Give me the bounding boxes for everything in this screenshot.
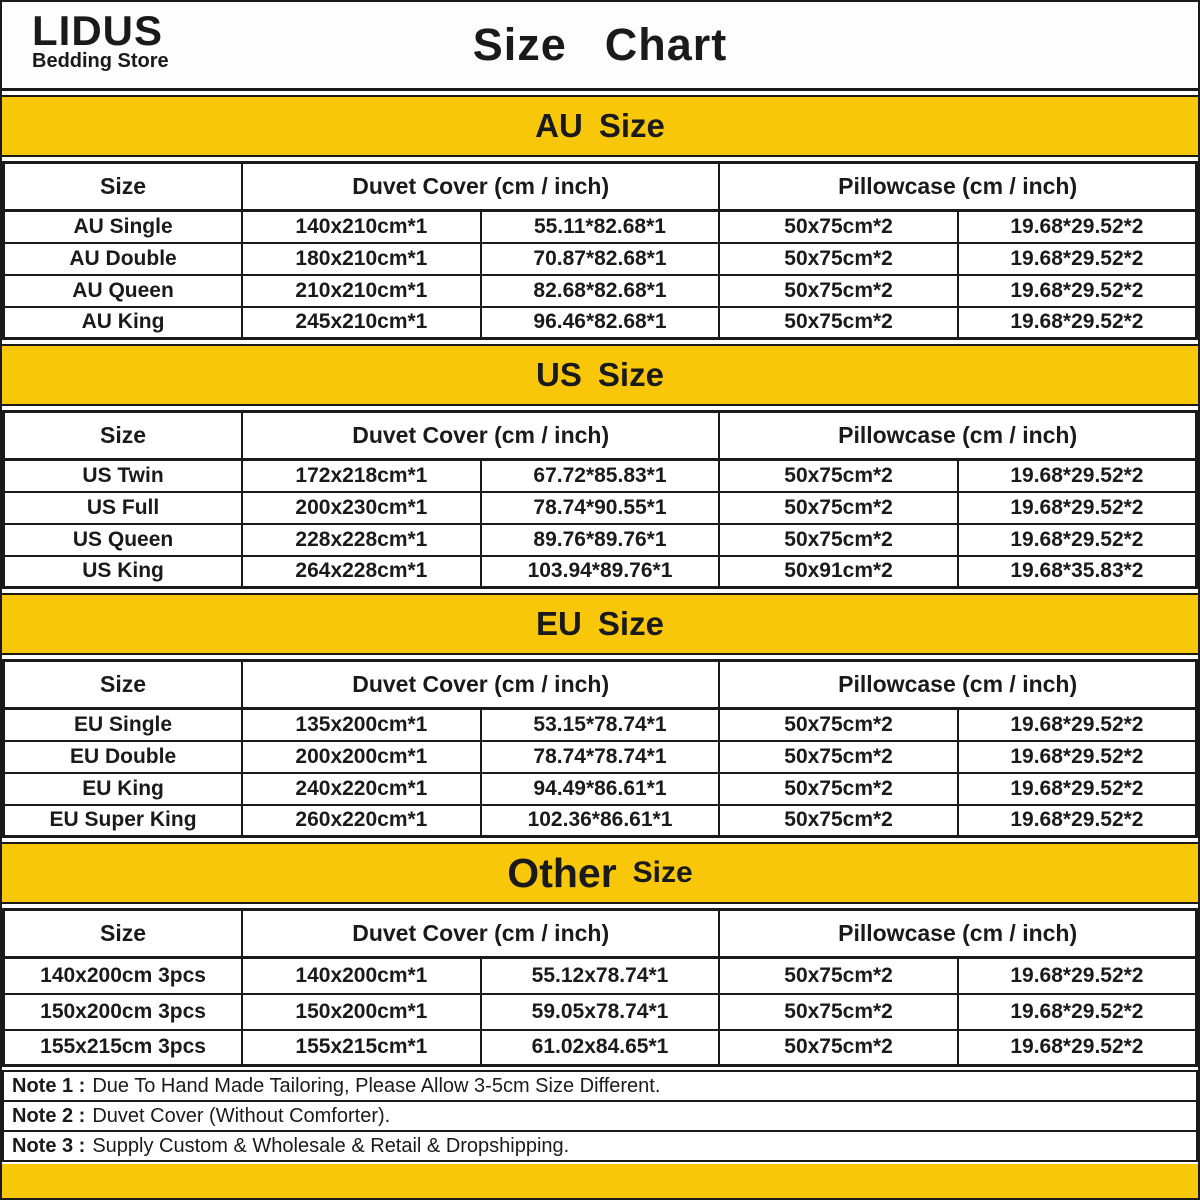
note-label: Note 1 :	[12, 1074, 86, 1097]
table-row	[4, 958, 1197, 994]
cell-pillow-inch: 19.68*29.52*2	[958, 524, 1197, 556]
section-us-table	[2, 410, 1198, 589]
cell-duvet-cm: 200x230cm*1	[242, 492, 481, 524]
section-eu-banner-region: EU	[536, 605, 582, 642]
cell-size: EU Double	[4, 741, 243, 773]
cell-pillow-cm: 50x91cm*2	[719, 556, 958, 588]
cell-pillow-cm: 50x75cm*2	[719, 492, 958, 524]
table-row	[4, 211, 1197, 243]
cell-pillow-cm: 50x75cm*2	[719, 741, 958, 773]
section-other-banner-word: Size	[632, 856, 693, 889]
cell-pillow-inch: 19.68*35.83*2	[958, 556, 1197, 588]
section-au-table	[2, 161, 1198, 340]
table-row	[4, 307, 1197, 339]
cell-pillow-cm: 50x75cm*2	[719, 275, 958, 307]
cell-pillow-inch: 19.68*29.52*2	[958, 741, 1197, 773]
cell-duvet-inch: 89.76*89.76*1	[481, 524, 720, 556]
store-logo-subtitle: Bedding Store	[32, 50, 169, 72]
col-header-duvet: Duvet Cover (cm / inch)	[242, 412, 719, 460]
cell-duvet-cm: 245x210cm*1	[242, 307, 481, 339]
cell-duvet-cm: 200x200cm*1	[242, 741, 481, 773]
col-header-duvet: Duvet Cover (cm / inch)	[242, 661, 719, 709]
cell-pillow-inch: 19.68*29.52*2	[958, 994, 1197, 1030]
cell-pillow-cm: 50x75cm*2	[719, 243, 958, 275]
table-header-row	[4, 910, 1197, 958]
cell-pillow-cm: 50x75cm*2	[719, 805, 958, 837]
col-header-size: Size	[4, 163, 243, 211]
cell-pillow-cm: 50x75cm*2	[719, 958, 958, 994]
cell-duvet-cm: 140x200cm*1	[242, 958, 481, 994]
cell-size: EU Super King	[4, 805, 243, 837]
table-row	[4, 556, 1197, 588]
cell-pillow-cm: 50x75cm*2	[719, 211, 958, 243]
cell-pillow-cm: 50x75cm*2	[719, 709, 958, 741]
cell-duvet-cm: 135x200cm*1	[242, 709, 481, 741]
section-us-banner	[2, 344, 1198, 406]
section-us-banner-region: US	[536, 356, 582, 393]
cell-duvet-inch: 70.87*82.68*1	[481, 243, 720, 275]
table-header-row	[4, 163, 1197, 211]
cell-pillow-inch: 19.68*29.52*2	[958, 773, 1197, 805]
cell-size: US King	[4, 556, 243, 588]
cell-duvet-inch: 61.02x84.65*1	[481, 1030, 720, 1066]
note-text: Due To Hand Made Tailoring, Please Allow 3-5cm Size Different.	[92, 1074, 661, 1097]
cell-size: AU Queen	[4, 275, 243, 307]
cell-size: AU Single	[4, 211, 243, 243]
cell-duvet-inch: 55.11*82.68*1	[481, 211, 720, 243]
cell-size: US Twin	[4, 460, 243, 492]
table-row	[4, 275, 1197, 307]
col-header-size: Size	[4, 661, 243, 709]
cell-size: 140x200cm 3pcs	[4, 958, 243, 994]
table-row	[4, 492, 1197, 524]
cell-pillow-inch: 19.68*29.52*2	[958, 211, 1197, 243]
note-text: Supply Custom & Wholesale & Retail & Dropshipping.	[92, 1134, 570, 1157]
table-row	[4, 741, 1197, 773]
cell-duvet-inch: 78.74*78.74*1	[481, 741, 720, 773]
cell-duvet-cm: 260x220cm*1	[242, 805, 481, 837]
table-row	[4, 805, 1197, 837]
section-au-banner-word: Size	[598, 107, 665, 144]
col-header-size: Size	[4, 910, 243, 958]
section-us-banner-word: Size	[597, 356, 664, 393]
section-other-table	[2, 908, 1198, 1067]
cell-duvet-cm: 140x210cm*1	[242, 211, 481, 243]
cell-duvet-inch: 94.49*86.61*1	[481, 773, 720, 805]
table-row	[4, 773, 1197, 805]
table-row	[4, 524, 1197, 556]
cell-duvet-inch: 96.46*82.68*1	[481, 307, 720, 339]
note-row	[2, 1100, 1198, 1132]
store-logo-name: LIDUS	[32, 7, 163, 54]
cell-pillow-cm: 50x75cm*2	[719, 994, 958, 1030]
page-title-word2: Chart	[604, 19, 728, 70]
col-header-pillowcase: Pillowcase (cm / inch)	[719, 910, 1196, 958]
cell-pillow-cm: 50x75cm*2	[719, 460, 958, 492]
cell-duvet-cm: 172x218cm*1	[242, 460, 481, 492]
notes	[2, 1070, 1198, 1162]
page-title	[2, 19, 1198, 71]
section-eu-banner	[2, 593, 1198, 655]
page-header	[2, 2, 1198, 91]
cell-pillow-inch: 19.68*29.52*2	[958, 275, 1197, 307]
cell-pillow-inch: 19.68*29.52*2	[958, 492, 1197, 524]
table-row	[4, 1030, 1197, 1066]
section-eu-table	[2, 659, 1198, 838]
cell-size: 150x200cm 3pcs	[4, 994, 243, 1030]
cell-duvet-inch: 78.74*90.55*1	[481, 492, 720, 524]
cell-duvet-inch: 103.94*89.76*1	[481, 556, 720, 588]
cell-duvet-inch: 102.36*86.61*1	[481, 805, 720, 837]
table-header-row	[4, 412, 1197, 460]
table-row	[4, 994, 1197, 1030]
cell-duvet-inch: 67.72*85.83*1	[481, 460, 720, 492]
cell-duvet-cm: 228x228cm*1	[242, 524, 481, 556]
cell-size: US Queen	[4, 524, 243, 556]
bottom-accent-strip	[2, 1164, 1198, 1198]
cell-pillow-cm: 50x75cm*2	[719, 524, 958, 556]
cell-duvet-inch: 59.05x78.74*1	[481, 994, 720, 1030]
cell-pillow-cm: 50x75cm*2	[719, 307, 958, 339]
cell-size: EU Single	[4, 709, 243, 741]
note-row	[2, 1130, 1198, 1162]
cell-duvet-cm: 264x228cm*1	[242, 556, 481, 588]
note-label: Note 2 :	[12, 1104, 86, 1127]
cell-size: EU King	[4, 773, 243, 805]
cell-pillow-cm: 50x75cm*2	[719, 1030, 958, 1066]
section-au-banner	[2, 95, 1198, 157]
cell-duvet-cm: 210x210cm*1	[242, 275, 481, 307]
cell-pillow-cm: 50x75cm*2	[719, 773, 958, 805]
note-row	[2, 1070, 1198, 1102]
cell-pillow-inch: 19.68*29.52*2	[958, 958, 1197, 994]
cell-duvet-cm: 180x210cm*1	[242, 243, 481, 275]
cell-size: AU King	[4, 307, 243, 339]
cell-duvet-inch: 55.12x78.74*1	[481, 958, 720, 994]
section-au-banner-region: AU	[535, 107, 583, 144]
cell-pillow-inch: 19.68*29.52*2	[958, 805, 1197, 837]
col-header-duvet: Duvet Cover (cm / inch)	[242, 163, 719, 211]
cell-duvet-cm: 150x200cm*1	[242, 994, 481, 1030]
cell-size: US Full	[4, 492, 243, 524]
col-header-pillowcase: Pillowcase (cm / inch)	[719, 163, 1196, 211]
page-title-word1: Size	[472, 19, 567, 70]
section-other-banner-region: Other	[507, 849, 617, 896]
cell-size: AU Double	[4, 243, 243, 275]
cell-pillow-inch: 19.68*29.52*2	[958, 1030, 1197, 1066]
col-header-size: Size	[4, 412, 243, 460]
table-row	[4, 460, 1197, 492]
col-header-pillowcase: Pillowcase (cm / inch)	[719, 661, 1196, 709]
cell-size: 155x215cm 3pcs	[4, 1030, 243, 1066]
cell-pillow-inch: 19.68*29.52*2	[958, 460, 1197, 492]
cell-pillow-inch: 19.68*29.52*2	[958, 243, 1197, 275]
cell-pillow-inch: 19.68*29.52*2	[958, 709, 1197, 741]
table-row	[4, 709, 1197, 741]
cell-duvet-cm: 240x220cm*1	[242, 773, 481, 805]
note-text: Duvet Cover (Without Comforter).	[92, 1104, 391, 1127]
cell-pillow-inch: 19.68*29.52*2	[958, 307, 1197, 339]
col-header-duvet: Duvet Cover (cm / inch)	[242, 910, 719, 958]
note-label: Note 3 :	[12, 1134, 86, 1157]
cell-duvet-inch: 82.68*82.68*1	[481, 275, 720, 307]
table-header-row	[4, 661, 1197, 709]
cell-duvet-inch: 53.15*78.74*1	[481, 709, 720, 741]
table-row	[4, 243, 1197, 275]
cell-duvet-cm: 155x215cm*1	[242, 1030, 481, 1066]
col-header-pillowcase: Pillowcase (cm / inch)	[719, 412, 1196, 460]
section-eu-banner-word: Size	[597, 605, 664, 642]
section-other-banner	[2, 842, 1198, 904]
